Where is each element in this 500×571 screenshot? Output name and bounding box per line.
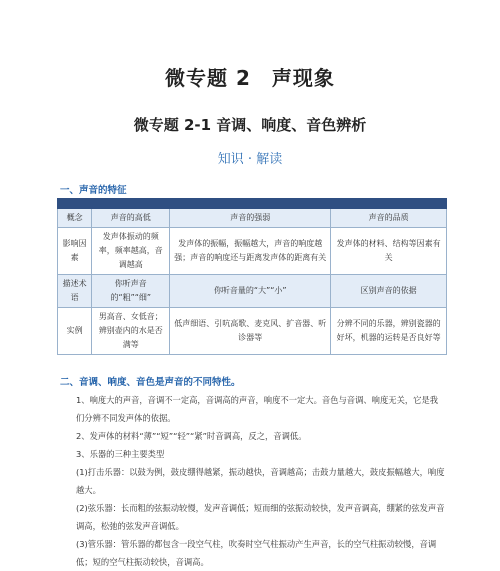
- page-title: 微专题 2 声现象: [165, 66, 335, 90]
- header-cell: 概念: [58, 209, 92, 228]
- table-cell: 发声体的材料、结构等因素有关: [331, 228, 447, 275]
- paragraph: [60, 535, 445, 571]
- table-cell: 男高音、女低音；辨别壶内的水是否满等: [92, 308, 170, 355]
- section-label: 知识 · 解读: [217, 152, 283, 167]
- heading-sound-features: 一、声音的特征: [60, 185, 127, 196]
- table-cell: 发声体振动的频率，频率越高，音调越高: [92, 228, 170, 275]
- table-cell: 区别声音的依据: [331, 275, 447, 308]
- paragraph-text: (2)弦乐器：长而粗的弦振动较慢，发声音调低；短而细的弦振动较快，发声音调高，绷紧的弦发声音调高，松弛的弦发声音调低。: [76, 503, 445, 531]
- table-row: [58, 308, 447, 355]
- table-cell: 低声细语、引吭高歌、麦克风、扩音器、听诊器等: [170, 308, 331, 355]
- paragraph: [60, 463, 445, 499]
- header-cell: 声音的品质: [331, 209, 447, 228]
- heading-sound-properties: 二、音调、响度、音色是声音的不同特性。: [60, 377, 241, 388]
- table-row: [58, 228, 447, 275]
- table-row: [58, 275, 447, 308]
- paragraph-text: 1、响度大的声音，音调不一定高，音调高的声音，响度不一定大。音色与音调、响度无关，它是我们分辨不同发声体的依据。: [76, 395, 439, 423]
- paragraph-text: (3)管乐器：管乐器的都包含一段空气柱，吹奏时空气柱振动产生声音，长的空气柱振动较慢，音调低；短的空气柱振动较快，音调高。: [76, 539, 437, 567]
- paragraph: [60, 391, 445, 427]
- row-label: 实例: [58, 308, 92, 355]
- table-header-row: [58, 209, 447, 228]
- page-subtitle: 微专题 2-1 音调、响度、音色辨析: [133, 116, 367, 134]
- header-cell: 声音的高低: [92, 209, 170, 228]
- paragraph-text: (1)打击乐器：以鼓为例，鼓皮绷得越紧，振动越快，音调越高；击鼓力量越大，鼓皮振幅越大，响度越大。: [76, 467, 445, 495]
- table-top-bar: [58, 199, 447, 209]
- row-label: 描述术语: [58, 275, 92, 308]
- table-cell: 你听声音的“粗”“细”: [92, 275, 170, 308]
- header-cell: 声音的强弱: [170, 209, 331, 228]
- paragraph-text: 2、发声体的材料“薄”“短”“轻”“紧”时音调高，反之，音调低。: [76, 431, 307, 441]
- table-cell: 你听音量的“大”“小”: [170, 275, 331, 308]
- paragraph: [60, 427, 445, 445]
- paragraph: [60, 445, 445, 463]
- row-label: 影响因素: [58, 228, 92, 275]
- table-cell: 发声体的振幅，振幅越大，声音的响度越强；声音的响度还与距离发声体的距离有关: [170, 228, 331, 275]
- sound-features-table: [57, 198, 447, 355]
- paragraph-text: 3、乐器的三种主要类型: [76, 449, 165, 459]
- table-cell: 分辨不同的乐器，辨别瓷器的好坏，机器的运转是否良好等: [331, 308, 447, 355]
- paragraph: [60, 499, 445, 535]
